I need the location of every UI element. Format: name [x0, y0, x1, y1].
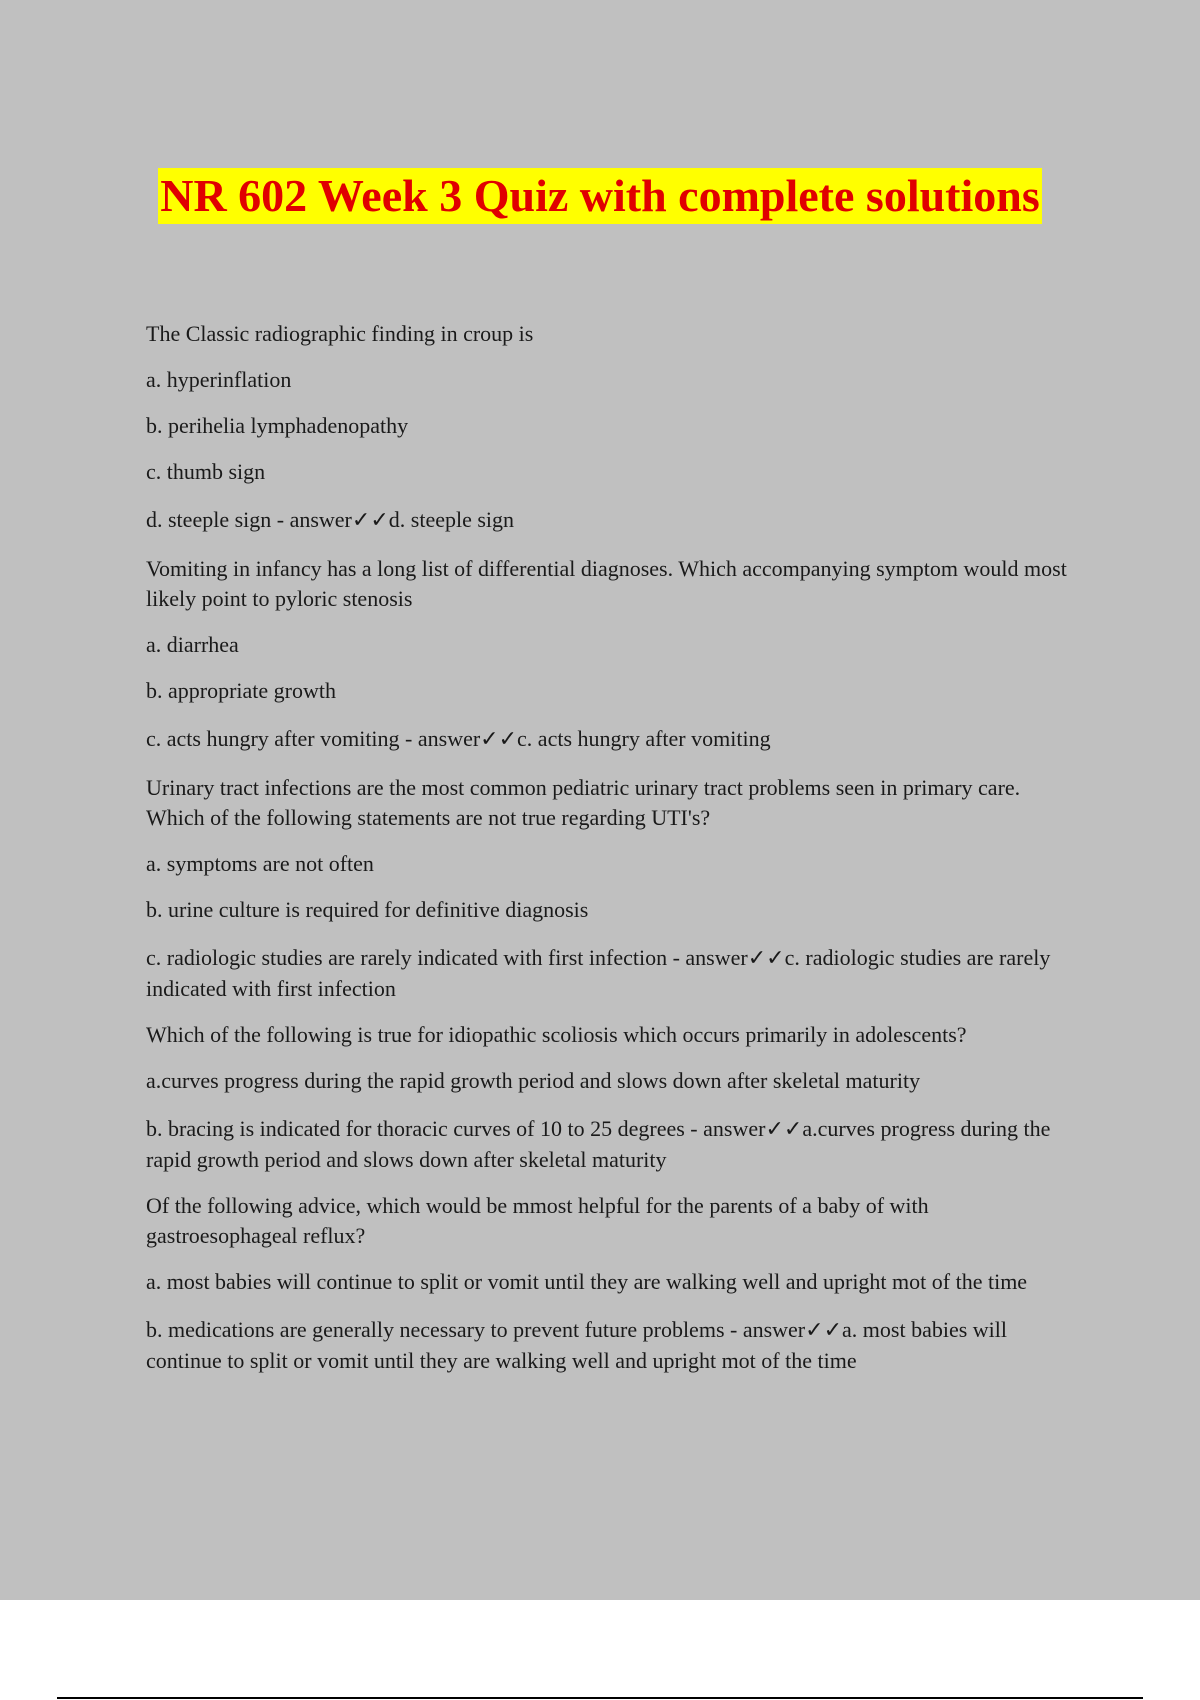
document-title: NR 602 Week 3 Quiz with complete solutions: [158, 168, 1042, 224]
answer-line: [146, 943, 1081, 1004]
option-text: a.curves progress during the rapid growth period and slows down after skeletal maturity: [146, 1068, 921, 1093]
option-text: a. diarrhea: [146, 632, 239, 657]
quiz-content: [146, 319, 1081, 1376]
footer-divider: [57, 1697, 1143, 1699]
question-text: Vomiting in infancy has a long list of differential diagnoses. Which accompanying symptom would most likely point to pyloric stenosis: [146, 556, 1067, 611]
answer-value: a. most babies will continue to split or vomit until they are walking well and upright mot of the time: [146, 1317, 1007, 1373]
checkmark-icon: ✓✓: [480, 727, 518, 752]
answer-option: c. acts hungry after vomiting - answer: [146, 726, 481, 751]
answer-line: [146, 1114, 1081, 1175]
checkmark-icon: ✓✓: [351, 508, 389, 533]
option-text: b. appropriate growth: [146, 678, 336, 703]
answer-value: d. steeple sign: [388, 507, 515, 532]
answer-value: c. acts hungry after vomiting: [517, 726, 771, 751]
checkmark-icon: ✓✓: [805, 1318, 843, 1343]
option-text: a. hyperinflation: [146, 367, 292, 392]
answer-option: b. medications are generally necessary to prevent future problems - answer: [146, 1317, 806, 1342]
option-text: a. most babies will continue to split or vomit until they are walking well and upright mot of the time: [146, 1269, 1028, 1294]
option-text: a. symptoms are not often: [146, 851, 374, 876]
question-text: The Classic radiographic finding in croup is: [146, 321, 534, 346]
option-text: b. urine culture is required for definitive diagnosis: [146, 897, 589, 922]
answer-line: [146, 724, 1081, 755]
answer-option: d. steeple sign - answer: [146, 507, 352, 532]
option-text: b. perihelia lymphadenopathy: [146, 413, 409, 438]
option-text: c. thumb sign: [146, 459, 266, 484]
answer-option: c. radiologic studies are rarely indicated with first infection - answer: [146, 945, 748, 970]
question-text: Urinary tract infections are the most common pediatric urinary tract problems seen in primary care. Which of the following statements are not true regarding UTI's?: [146, 775, 1021, 830]
answer-value: a.curves progress during the rapid growth period and slows down after skeletal maturity: [146, 1116, 1051, 1172]
checkmark-icon: ✓✓: [765, 1117, 803, 1142]
answer-line: [146, 1315, 1081, 1376]
answer-option: b. bracing is indicated for thoracic curves of 10 to 25 degrees - answer: [146, 1116, 766, 1141]
answer-value: c. radiologic studies are rarely indicated with first infection: [146, 945, 1051, 1001]
answer-line: [146, 505, 1081, 536]
checkmark-icon: ✓✓: [747, 946, 785, 971]
title-container: [0, 168, 1200, 224]
question-text: Of the following advice, which would be mmost helpful for the parents of a baby of with gastroesophageal reflux?: [146, 1193, 929, 1248]
question-text: Which of the following is true for idiopathic scoliosis which occurs primarily in adolescents?: [146, 1022, 967, 1047]
